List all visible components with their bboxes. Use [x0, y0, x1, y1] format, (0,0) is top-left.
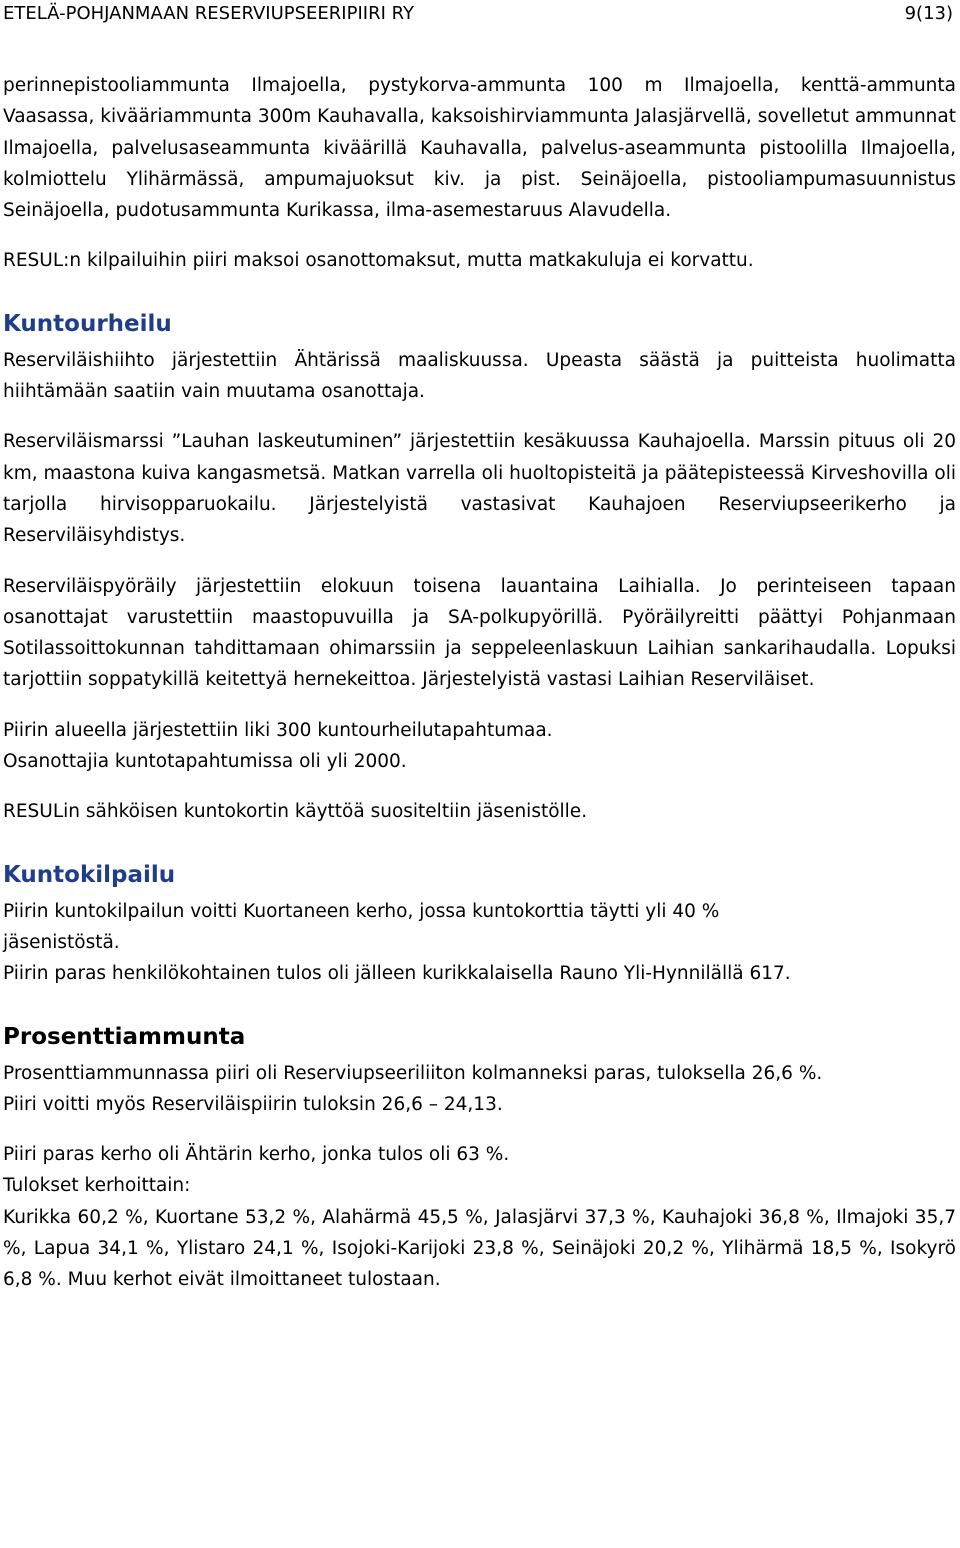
section-heading-kuntokilpailu: Kuntokilpailu: [3, 861, 176, 888]
intro-paragraph-1: perinnepistooliammunta Ilmajoella, pystykorva-ammunta 100 m Ilmajoella, kenttä-ammunta Vaasassa, kivääriammunta 300m Kauhavalla, kaksoishirviammunta Jalasjärvellä, sovelletut ammunnat Ilmajoella, palvelusaseammunta kiväärillä Kauhavalla, palvelus-aseammunta pistoolilla Ilmajoella, kolmiottelu Ylihärmässä, ampumajuoksut kiv. ja pist. Seinäjoella, pistooliampumasuunnistus Seinäjoella, pudotusammunta Kurikassa, ilma-asemestaruus Alavudella.: [3, 75, 956, 222]
prosenttiammunta-line-4: Tulokset kerhoittain:: [3, 1175, 191, 1197]
kuntourheilu-line-events: Piirin alueella järjestettiin liki 300 kuntourheilutapahtumaa.: [3, 719, 553, 741]
section-heading-prosenttiammunta: Prosenttiammunta: [3, 1023, 246, 1050]
prosenttiammunta-line-2: Piiri voitti myös Reserviläispiirin tuloksin 26,6 – 24,13.: [3, 1093, 503, 1115]
kuntourheilu-paragraph-5: RESULin sähköisen kuntokortin käyttöä suositeltiin jäsenistölle.: [3, 801, 588, 823]
section-heading-kuntourheilu: Kuntourheilu: [3, 310, 172, 337]
kuntourheilu-paragraph-1: Reserviläishiihto järjestettiin Ähtärissä maaliskuussa. Upeasta säästä ja puitteista huolimatta hiihtämään saatiin vain muutama osanottaja.: [3, 349, 956, 403]
document-body: [3, 70, 956, 1296]
prosenttiammunta-line-1: Prosenttiammunnassa piiri oli Reserviupseeriliiton kolmanneksi paras, tuloksella 26,6 %.: [3, 1062, 823, 1084]
prosenttiammunta-line-3: Piiri paras kerho oli Ähtärin kerho, jonka tulos oli 63 %.: [3, 1144, 510, 1166]
organization-name: ETELÄ-POHJANMAAN RESERVIUPSEERIPIIRI RY: [3, 3, 414, 24]
kuntourheilu-paragraph-2: Reserviläismarssi ”Lauhan laskeutuminen” järjestettiin kesäkuussa Kauhajoella. Marssin pituus oli 20 km, maastona kuiva kangasmetsä. Matkan varrella oli huoltopisteitä ja päätepisteessä Kirveshovilla oli tarjolla hirvisopparuokailu. Järjestelyistä vastasivat Kauhajoen Reserviupseerikerho ja Reserviläisyhdistys.: [3, 431, 956, 547]
prosenttiammunta-results: Kurikka 60,2 %, Kuortane 53,2 %, Alahärmä 45,5 %, Jalasjärvi 37,3 %, Kauhajoki 36,8 %, Ilmajoki 35,7 %, Lapua 34,1 %, Ylistaro 24,1 %, Isojoki-Karijoki 23,8 %, Seinäjoki 20,2 %, Ylihärmä 18,5 %, Isokyrö 6,8 %. Muu kerhot eivät ilmoittaneet tulostaan.: [3, 1206, 956, 1291]
page-number: 9(13): [904, 3, 953, 24]
kuntokilpailu-line-2: jäsenistöstä.: [3, 931, 120, 953]
kuntokilpailu-line-1: Piirin kuntokilpailun voitti Kuortaneen kerho, jossa kuntokorttia täytti yli 40 %: [3, 900, 720, 922]
page-header: [3, 3, 957, 35]
kuntokilpailu-line-3: Piirin paras henkilökohtainen tulos oli jälleen kurikkalaisella Rauno Yli-Hynnilällä 617.: [3, 963, 791, 985]
intro-paragraph-2: RESUL:n kilpailuihin piiri maksoi osanottomaksut, mutta matkakuluja ei korvattu.: [3, 250, 754, 272]
kuntourheilu-line-participants: Osanottajia kuntotapahtumissa oli yli 2000.: [3, 751, 407, 773]
kuntourheilu-paragraph-3: Reserviläispyöräily järjestettiin elokuun toisena lauantaina Laihialla. Jo perinteiseen tapaan osanottajat varustettiin maastopuvuilla ja SA-polkupyörillä. Pyöräilyreitti päättyi Pohjanmaan Sotilassoittokunnan tahdittamaan ohimarssiin ja seppeleenlaskuun Laihian sankarihaudalla. Lopuksi tarjottiin soppatykillä keitettyä hernekeittoa. Järjestelyistä vastasi Laihian Reserviläiset.: [3, 575, 956, 691]
